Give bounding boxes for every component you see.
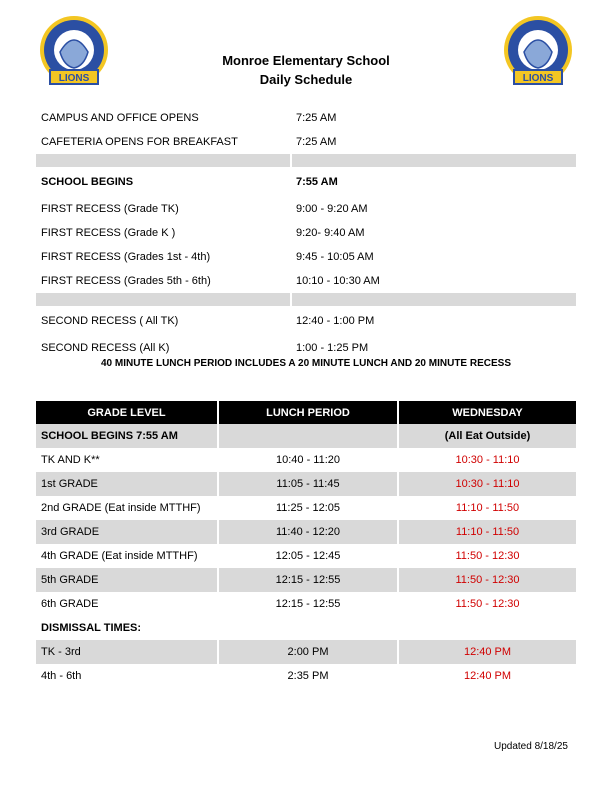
logo-text-lions: LIONS (522, 73, 554, 84)
period-cell: 12:05 - 12:45 (218, 544, 398, 568)
title-school-name: Monroe Elementary School (222, 53, 390, 68)
table-row (36, 664, 576, 688)
daily-schedule-table (36, 106, 576, 360)
wednesday-cell: 11:10 - 11:50 (398, 520, 576, 544)
all-eat-outside: (All Eat Outside) (398, 424, 576, 448)
grade-cell: TK AND K** (41, 454, 100, 466)
dismissal-label: DISMISSAL TIMES: (41, 622, 142, 634)
schedule-row (36, 306, 576, 336)
table-row (36, 472, 576, 496)
page-title (0, 51, 612, 89)
period-cell: 2:35 PM (218, 664, 398, 688)
schedule-row (36, 106, 576, 130)
schedule-label: SECOND RECESS (All K) (41, 342, 170, 354)
grade-cell: 1st GRADE (36, 472, 218, 496)
school-begins-label: SCHOOL BEGINS 7:55 AM (36, 424, 218, 448)
schedule-divider (36, 293, 576, 306)
table-row (36, 424, 576, 448)
grade-cell: 5th GRADE (36, 568, 218, 592)
title-daily-schedule: Daily Schedule (259, 72, 353, 87)
schedule-label: FIRST RECESS (Grades 5th - 6th) (41, 275, 211, 287)
period-cell: 11:25 - 12:05 (218, 496, 398, 520)
lunch-table (36, 401, 576, 688)
table-row (36, 568, 576, 592)
schedule-label: CAMPUS AND OFFICE OPENS (41, 112, 199, 124)
wednesday-cell: 12:40 PM (398, 640, 576, 664)
wednesday-cell: 10:30 - 11:10 (398, 472, 576, 496)
header-lunch-period: LUNCH PERIOD (218, 401, 398, 424)
lunch-note: 40 MINUTE LUNCH PERIOD INCLUDES A 20 MINUTE LUNCH AND 20 MINUTE RECESS (100, 358, 512, 369)
logo-text-lions: LIONS (58, 73, 90, 84)
wednesday-cell: 12:40 PM (398, 664, 576, 688)
schedule-label: SECOND RECESS ( All TK) (41, 315, 179, 327)
schedule-time: 7:55 AM (296, 176, 338, 188)
schedule-label: CAFETERIA OPENS FOR BREAKFAST (41, 136, 238, 148)
schedule-label: FIRST RECESS (Grade K ) (41, 227, 176, 239)
grade-cell: 4th GRADE (Eat inside MTTHF) (41, 550, 198, 562)
schedule-time: 1:00 - 1:25 PM (296, 342, 369, 354)
schedule-time: 9:45 - 10:05 AM (296, 251, 374, 263)
header-grade-level: GRADE LEVEL (36, 401, 218, 424)
schedule-row (36, 167, 576, 197)
table-row (36, 448, 576, 472)
wednesday-cell: 11:50 - 12:30 (398, 568, 576, 592)
lunch-header-row (36, 401, 576, 424)
period-cell: 11:40 - 12:20 (218, 520, 398, 544)
grade-cell: 4th - 6th (41, 670, 82, 682)
schedule-row (36, 269, 576, 293)
period-cell: 11:05 - 11:45 (218, 472, 398, 496)
period-cell: 12:15 - 12:55 (218, 568, 398, 592)
grade-cell: TK - 3rd (36, 640, 218, 664)
schedule-row (36, 221, 576, 245)
table-row (36, 616, 576, 640)
schedule-time: 7:25 AM (296, 112, 337, 124)
table-row (36, 640, 576, 664)
schedule-row (36, 245, 576, 269)
schedule-divider (36, 154, 576, 167)
wednesday-cell: 11:10 - 11:50 (398, 496, 576, 520)
grade-cell: 6th GRADE (41, 598, 99, 610)
table-row (36, 520, 576, 544)
schedule-time: 9:20- 9:40 AM (296, 227, 365, 239)
wednesday-cell: 11:50 - 12:30 (398, 592, 576, 616)
period-cell: 12:15 - 12:55 (218, 592, 398, 616)
schedule-time: 7:25 AM (296, 136, 337, 148)
schedule-row (36, 197, 576, 221)
schedule-time: 12:40 - 1:00 PM (296, 315, 375, 327)
period-cell: 2:00 PM (218, 640, 398, 664)
schedule-row (36, 336, 576, 360)
table-row (36, 544, 576, 568)
grade-cell: 2nd GRADE (Eat inside MTTHF) (41, 502, 201, 514)
schedule-label: SCHOOL BEGINS (41, 176, 134, 188)
schedule-time: 10:10 - 10:30 AM (296, 275, 380, 287)
period-cell: 10:40 - 11:20 (218, 448, 398, 472)
updated-date: Updated 8/18/25 (494, 741, 568, 752)
schedule-label: FIRST RECESS (Grades 1st - 4th) (41, 251, 211, 263)
table-row (36, 496, 576, 520)
schedule-time: 9:00 - 9:20 AM (296, 203, 368, 215)
header-wednesday: WEDNESDAY (398, 401, 576, 424)
wednesday-cell: 11:50 - 12:30 (398, 544, 576, 568)
table-row (36, 592, 576, 616)
schedule-label: FIRST RECESS (Grade TK) (41, 203, 179, 215)
wednesday-cell: 10:30 - 11:10 (398, 448, 576, 472)
grade-cell: 3rd GRADE (36, 520, 218, 544)
schedule-row (36, 130, 576, 154)
